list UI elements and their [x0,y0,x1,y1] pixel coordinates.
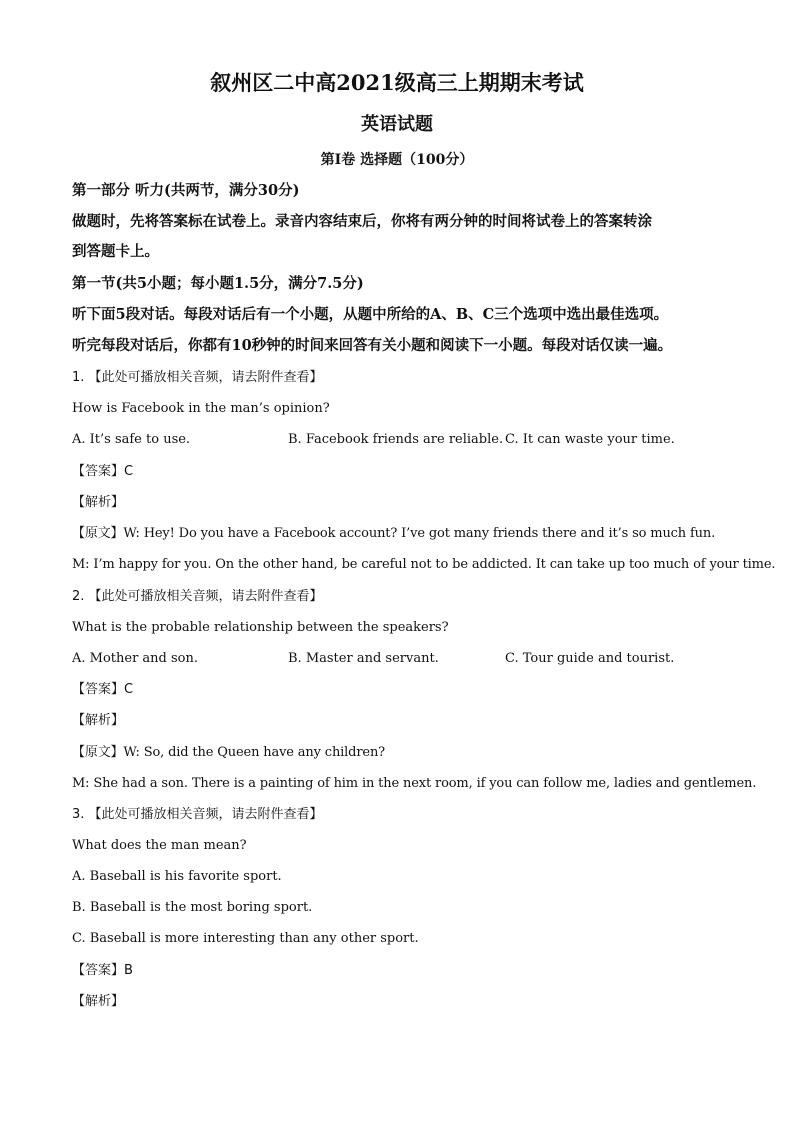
q2-transcript-line1: 【原文】W: So, did the Queen have any children? [72,745,386,760]
section1-instruction-line2: 听完每段对话后，你都有10秒钟的时间来回答有关小题和阅读下一小题。每段对话仅读一遍。 [72,337,673,354]
q2-option-b: B. Master and servant. [288,651,439,666]
q1-media-note: 1. 【此处可播放相关音频，请去附件查看】 [72,370,323,385]
q2-question: What is the probable relationship between the speakers? [72,620,449,635]
q3-analysis: 【解析】 [72,994,125,1009]
exam-subtitle: 英语试题 [361,114,433,135]
q1-analysis: 【解析】 [72,495,125,510]
q3-option-c: C. Baseball is more interesting than any other sport. [72,931,419,946]
q1-option-c: C. It can waste your time. [505,432,675,447]
q1-question: How is Facebook in the man’s opinion? [72,401,330,416]
q1-transcript-line2: M: I’m happy for you. On the other hand, be careful not to be addicted. It can take up too much of your time. [72,557,776,572]
section1-heading: 第一节(共5小题；每小题1.5分，满分7.5分) [72,275,364,292]
q1-transcript-line1: 【原文】W: Hey! Do you have a Facebook account? I’ve got many friends there and it’s so much fun. [72,526,716,541]
q2-answer: 【答案】C [72,682,134,697]
q2-option-c: C. Tour guide and tourist. [505,651,675,666]
section1-instruction-line1: 听下面5段对话。每段对话后有一个小题，从题中所给的A、B、C三个选项中选出最佳选项。 [72,306,669,323]
volume-heading: 第I卷 选择题（100分） [320,152,474,168]
q3-question: What does the man mean? [72,838,247,853]
q2-media-note: 2. 【此处可播放相关音频，请去附件查看】 [72,589,323,604]
q2-transcript-line2: M: She had a son. There is a painting of him in the next room, if you can follow me, ladies and gentlemen. [72,776,757,791]
part1-heading: 第一部分 听力(共两节，满分30分) [72,182,300,199]
q3-option-b: B. Baseball is the most boring sport. [72,900,313,915]
part1-instruction-line2: 到答题卡上。 [72,243,159,260]
q2-option-a: A. Mother and son. [72,651,199,666]
q1-answer: 【答案】C [72,464,134,479]
q3-answer: 【答案】B [72,963,133,978]
q1-option-a: A. It’s safe to use. [72,432,191,447]
q3-media-note: 3. 【此处可播放相关音频，请去附件查看】 [72,807,323,822]
q1-option-b: B. Facebook friends are reliable. [288,432,504,447]
exam-title: 叙州区二中高2021级高三上期期末考试 [210,70,584,95]
q2-analysis: 【解析】 [72,713,125,728]
part1-instruction-line1: 做题时，先将答案标在试卷上。录音内容结束后，你将有两分钟的时间将试卷上的答案转涂 [72,213,652,230]
q3-option-a: A. Baseball is his favorite sport. [72,869,282,884]
